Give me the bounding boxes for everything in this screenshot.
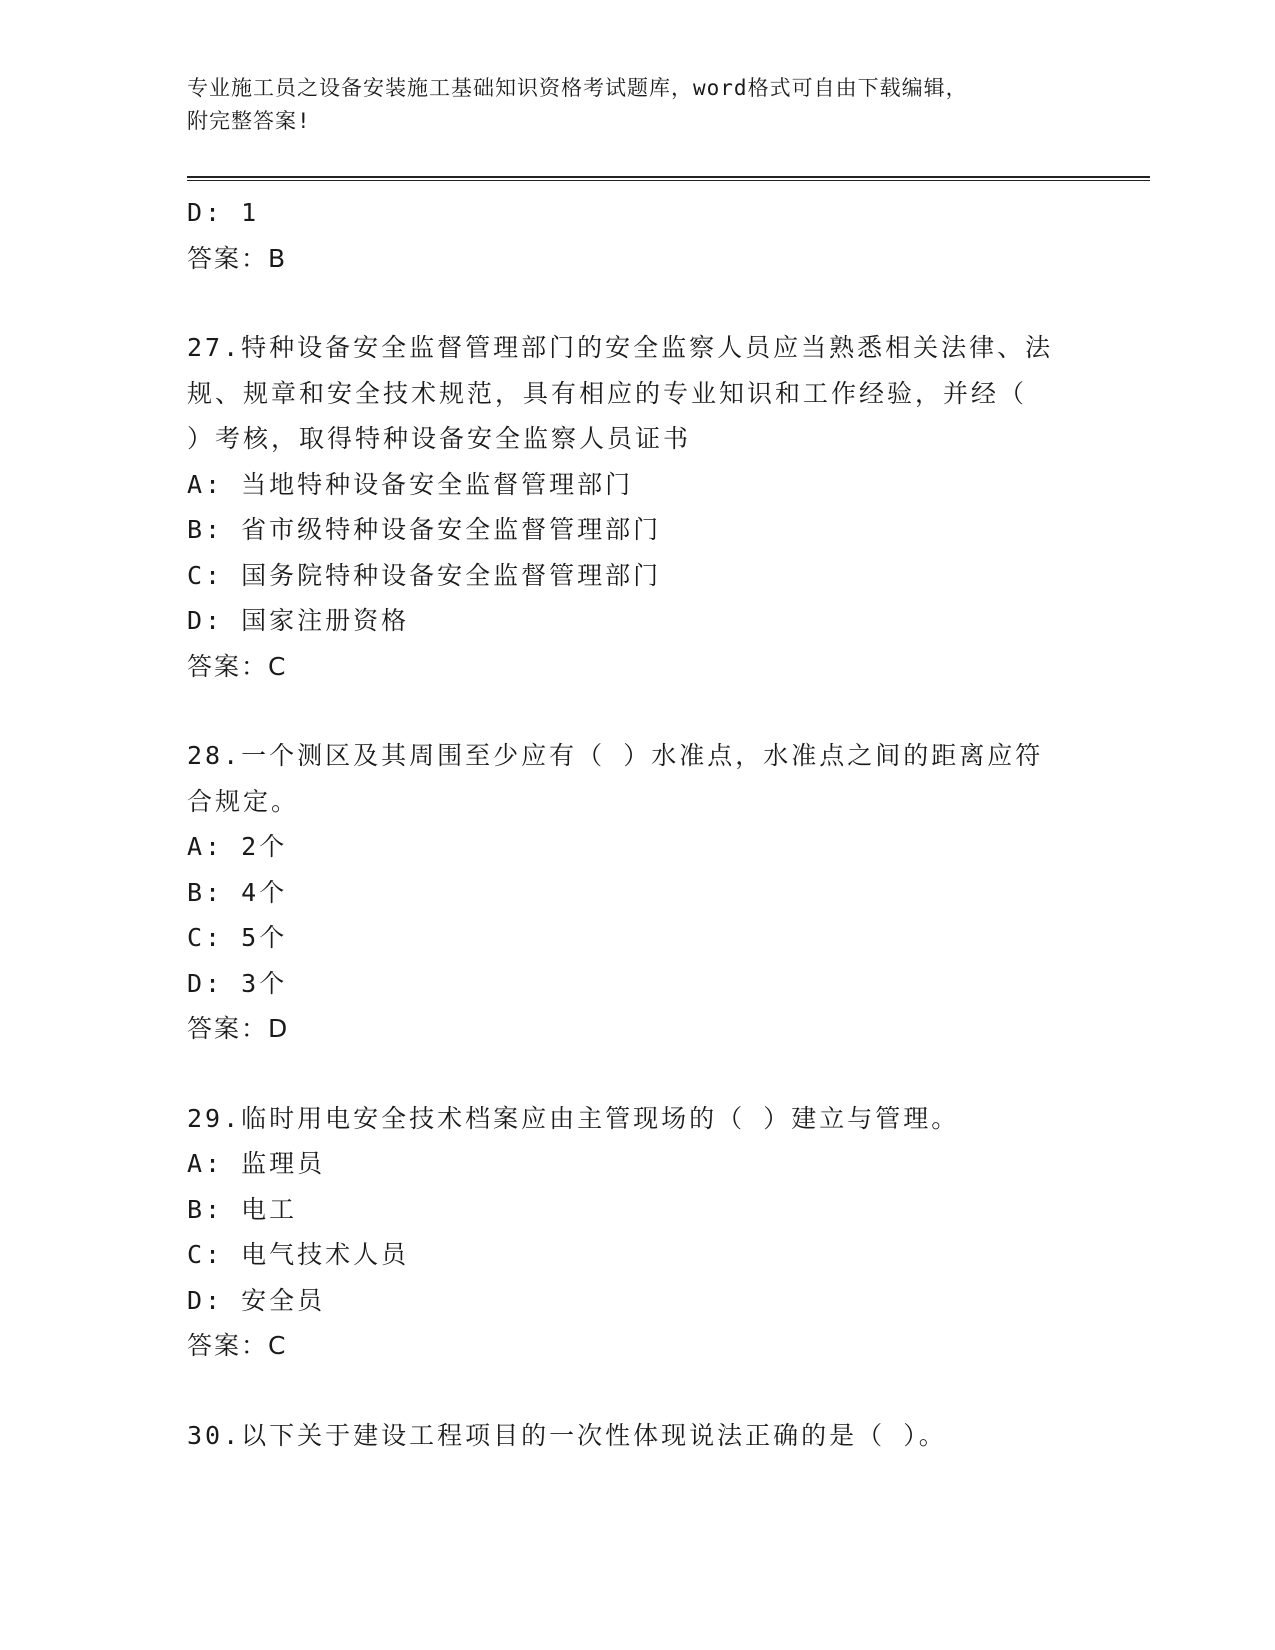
question-stem-line: 30.以下关于建设工程项目的一次性体现说法正确的是（ ）。 [187, 1420, 947, 1450]
question-29 [187, 1096, 1087, 1369]
header-divider [187, 176, 1150, 181]
header-line-1: 专业施工员之设备安装施工基础知识资格考试题库，word格式可自由下载编辑， [187, 76, 968, 100]
answer-line: 答案：D [187, 1014, 290, 1043]
answer-line: 答案：C [187, 651, 288, 681]
question-stem-line: 28.一个测区及其周围至少应有（ ）水准点，水准点之间的距离应符 [187, 741, 1044, 770]
question-27 [187, 325, 1087, 689]
option-a: A: 2个 [187, 832, 288, 861]
header-line-2: 附完整答案! [187, 109, 311, 133]
option-b: B: 电工 [187, 1194, 298, 1224]
answer-line: 答案：C [187, 1331, 288, 1360]
option-a: A: 当地特种设备安全监督管理部门 [187, 469, 634, 499]
option-c: C: 国务院特种设备安全监督管理部门 [187, 560, 662, 590]
option-c: C: 5个 [187, 923, 288, 952]
question-30 [187, 1413, 1087, 1459]
option-d: D: 国家注册资格 [187, 606, 410, 635]
option-a: A: 监理员 [187, 1149, 326, 1178]
option-c: C: 电气技术人员 [187, 1240, 410, 1269]
question-stem-line: ）考核，取得特种设备安全监察人员证书 [187, 424, 692, 453]
answer-line: 答案：B [187, 243, 288, 273]
option-d: D: 安全员 [187, 1285, 326, 1315]
option-d: D: 3个 [187, 968, 288, 998]
question-stem-line: 规、规章和安全技术规范，具有相应的专业知识和工作经验，并经（ [187, 378, 1028, 408]
option-b: B: 省市级特种设备安全监督管理部门 [187, 515, 662, 544]
question-list [187, 190, 1087, 1458]
prev-question-tail [187, 190, 1087, 281]
question-stem-line: 29.临时用电安全技术档案应由主管现场的（ ）建立与管理。 [187, 1103, 960, 1133]
option-d: D: 1 [187, 198, 260, 227]
question-28 [187, 733, 1087, 1052]
document-header [187, 72, 1087, 138]
option-b: B: 4个 [187, 877, 288, 907]
question-stem-line: 27.特种设备安全监督管理部门的安全监察人员应当熟悉相关法律、法 [187, 333, 1054, 362]
question-stem-line: 合规定。 [187, 786, 300, 816]
